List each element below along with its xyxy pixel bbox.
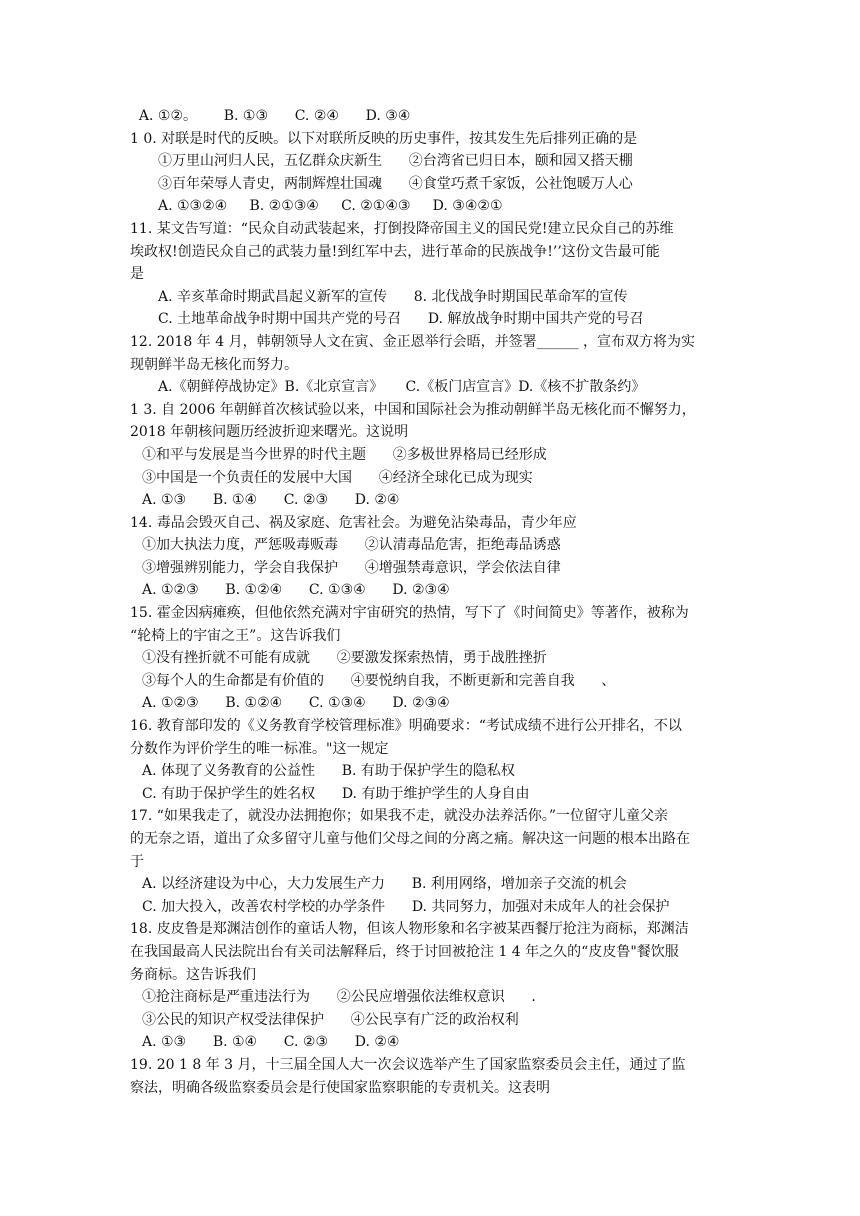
text-line: ①万里山河归人民，五亿群众庆新生 ②台湾省已归日本，颐和园又搭天棚: [158, 153, 633, 170]
text-line: C. 加大投入，改善农村学校的办学条件 D. 共同努力，加强对未成年人的社会保护: [142, 898, 670, 915]
text-line: 在我国最高人民法院出台有关司法解释后，终于讨回被抢注 1 4 年之久的“皮皮鲁"餐饮服: [130, 943, 679, 960]
text-line: A. 辛亥革命时期武昌起义新军的宣传 8. 北伐战争时期国民革命军的宣传: [158, 288, 628, 305]
text-line: ①和平与发展是当今世界的时代主题 ②多极世界格局已经形成: [142, 446, 547, 463]
text-line: ①抢注商标是严重违法行为 ②公民应增强依法维权意识 .: [142, 989, 536, 1006]
text-line: ③公民的知识产权受法律保护 ④公民享有广泛的政治权利: [142, 1011, 519, 1028]
text-line: C. 有助于保护学生的姓名权 D. 有助于维护学生的人身自由: [142, 785, 530, 802]
text-line: 14. 毒品会毁灭自己、祸及家庭、危害社会。为避免沾染毒品，青少年应: [130, 514, 577, 531]
text-line: ①加大执法力度，严惩吸毒贩毒 ②认清毒品危害，拒绝毒品诱惑: [142, 537, 561, 554]
text-line: 分数作为评价学生的唯一标准。"这一规定: [130, 740, 389, 757]
text-line: ③增强辨别能力，学会自我保护 ④增强禁毒意识，学会依法自律: [142, 559, 561, 576]
text-line: A.《朝鲜停战协定》B.《北京宣言》 C.《板门店宣言》D.《核不扩散条约》: [158, 379, 646, 396]
text-line: A. ①③ B. ①④ C. ②③ D. ②④: [142, 492, 400, 509]
text-line: 的无奈之语，道出了众多留守儿童与他们父母之间的分离之痛。解决这一问题的根本出路在: [130, 831, 690, 847]
text-line: A. ①②③ B. ①②④ C. ①③④ D. ②③④: [142, 582, 450, 599]
text-line: 15. 霍金因病瘫痪，但他依然充满对宇宙研究的热情，写下了《时间简史》等著作，被称为: [130, 605, 689, 622]
text-line: ③每个人的生命都是有价值的 ④要悦纳自我，不断更新和完善自我 、: [142, 672, 616, 689]
text-line: 现朝鲜半岛无核化而努力。: [130, 356, 298, 373]
text-line: A. ①③ B. ①④ C. ②③ D. ②④: [142, 1034, 400, 1051]
text-line: 17. “如果我走了，就没办法拥抱你；如果我不走，就没办法养活你。”一位留守儿童父亲: [130, 808, 669, 825]
text-line: 18. 皮皮鲁是郑渊洁创作的童话人物，但该人物形象和名字被某西餐厅抢注为商标，郑渊洁: [130, 921, 689, 938]
text-line: 2018 年朝核问题历经波折迎来曙光。这说明: [130, 424, 409, 441]
text-line: C. 土地革命战争时期中国共产党的号召 D. 解放战争时期中国共产党的号召: [158, 311, 644, 328]
text-line: 19. 20 1 8 年 3 月，十三届全国人大一次会议选举产生了国家监察委员会主任，通过了监: [130, 1056, 686, 1073]
text-line: A. ①②③ B. ①②④ C. ①③④ D. ②③④: [142, 695, 450, 712]
text-line: 1 0. 对联是时代的反映。以下对联所反映的历史事件，按其发生先后排列正确的是: [130, 130, 638, 147]
text-line: A. 体现了义务教育的公益性 B. 有助于保护学生的隐私权: [142, 763, 515, 780]
text-line: 16. 教育部印发的《义务教育学校管理标准》明确要求：“考试成绩不进行公开排名，不以: [130, 718, 682, 735]
text-line: A. ①②。 B. ①③ C. ②④ D. ③④: [130, 108, 411, 124]
text-line: 11. 某文告写道：“民众自动武装起来，打倒投降帝国主义的国民党!建立民众自己的苏维: [130, 220, 674, 237]
text-line: ③中国是一个负责任的发展中大国 ④经济全球化已成为现实: [142, 469, 533, 486]
text-line: 于: [130, 853, 144, 870]
text-line: A. 以经济建设为中心，大力发展生产力 B. 利用网络，增加亲子交流的机会: [142, 876, 627, 893]
text-line: ③百年荣辱人青史，两制辉煌壮国魂 ④食堂巧煮千家饭，公社饱暖万人心: [158, 175, 633, 192]
text-line: ①没有挫折就不可能有成就 ②要激发探索热情，勇于战胜挫折: [142, 650, 547, 667]
text-line: A. ①③②④ B. ②①③④ C. ②①④③ D. ③④②①: [158, 198, 503, 215]
text-line: 是: [130, 266, 144, 283]
text-line: 埃政权!创造民众自己的武装力量!到红军中去，进行革命的民族战争!’’这份文告最可能: [130, 243, 660, 260]
text-line: 1 3. 自 2006 年朝鲜首次核试验以来，中国和国际社会为推动朝鲜半岛无核化而不懈努力，: [130, 401, 696, 418]
text-line: 务商标。这告诉我们: [130, 966, 256, 983]
text-line: 察法，明确各级监察委员会是行使国家监察职能的专责机关。这表明: [130, 1079, 550, 1096]
text-line: “轮椅上的宇宙之王”。这告诉我们: [130, 627, 341, 644]
document-body: [130, 105, 740, 1099]
text-line: 12. 2018 年 4 月，韩朝领导人文在寅、金正恩举行会晤，并签署______ ，宣布双方将为实: [130, 333, 696, 350]
